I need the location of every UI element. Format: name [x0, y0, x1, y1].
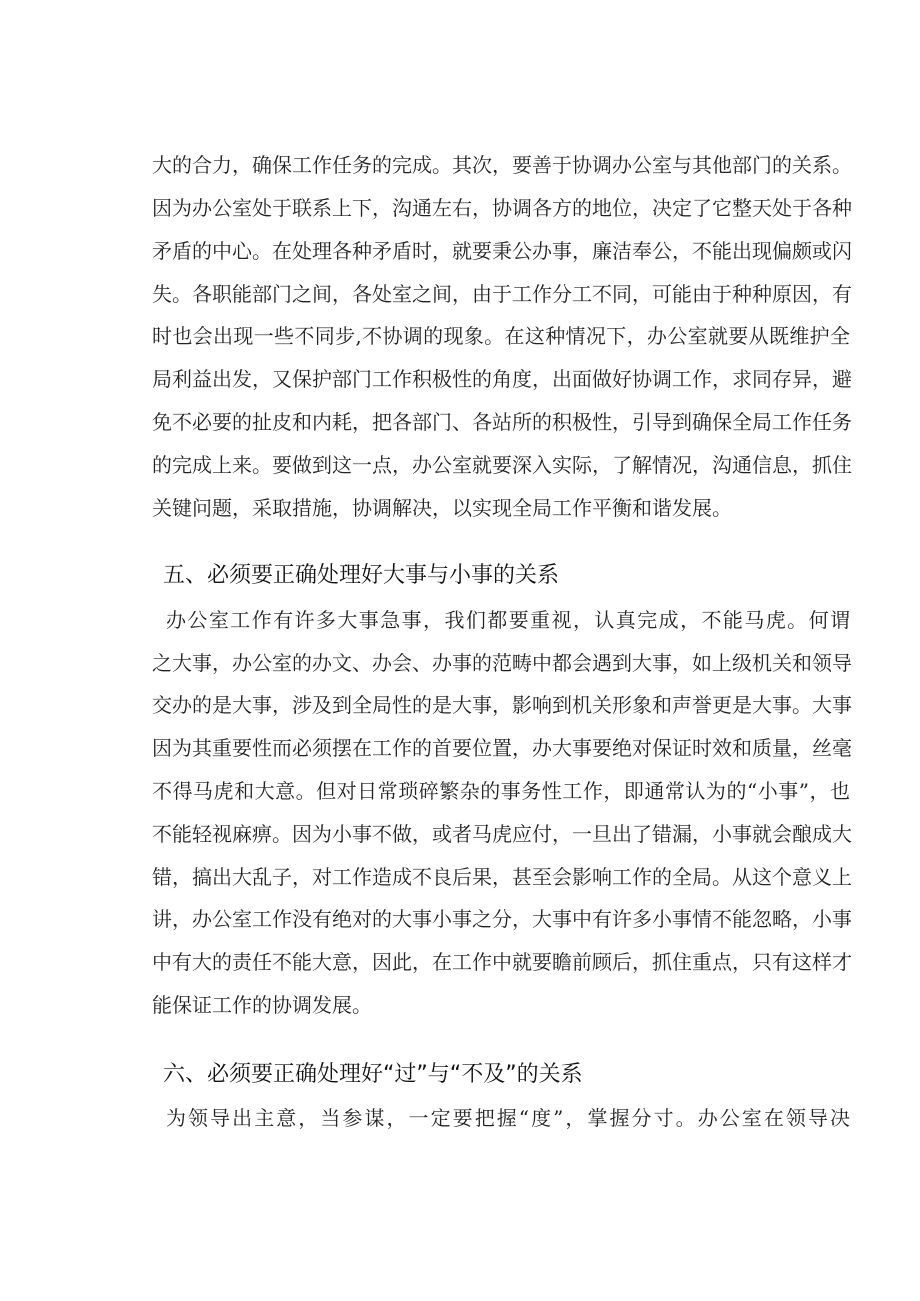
paragraph-line: 局利益出发，又保护部门工作积极性的角度，出面做好协调工作，求同存异，避: [152, 367, 852, 391]
paragraph-line: 不得马虎和大意。但对日常琐碎繁杂的事务性工作，即通常认为的“小事”，也: [152, 779, 850, 803]
paragraph-line: 关键问题，采取措施，协调解决，以实现全局工作平衡和谐发展。: [152, 496, 732, 520]
paragraph-line: 失。各职能部门之间，各处室之间，由于工作分工不同，可能由于种种原因，有: [152, 282, 852, 306]
paragraph-line: 矛盾的中心。在处理各种矛盾时，就要秉公办事，廉洁奉公，不能出现偏颇或闪: [152, 239, 852, 263]
paragraph-line: 讲，办公室工作没有绝对的大事小事之分，大事中有许多小事情不能忽略，小事: [152, 907, 852, 931]
paragraph-line: 不能轻视麻痹。因为小事不做，或者马虎应付，一旦出了错漏，小事就会酿成大: [152, 822, 852, 846]
paragraph-line: 能保证工作的协调发展。: [152, 993, 372, 1017]
section-heading-6: 六、必须要正确处理好“过”与“不及”的关系: [163, 1062, 583, 1087]
paragraph-line: 的完成上来。要做到这一点，办公室就要深入实际，了解情况，沟通信息，抓住: [152, 453, 852, 477]
paragraph-line: 办公室工作有许多大事急事，我们都要重视，认真完成，不能马虎。何谓: [166, 608, 850, 632]
section-heading-5: 五、必须要正确处理好大事与小事的关系: [163, 563, 560, 588]
paragraph-line: 时也会出现一些不同步,不协调的现象。在这种情况下，办公室就要从既维护全: [152, 324, 850, 348]
paragraph-line: 因为其重要性而必须摆在工作的首要位置，办大事要绝对保证时效和质量，丝毫: [152, 736, 852, 760]
paragraph-line: 免不必要的扯皮和内耗，把各部门、各站所的积极性，引导到确保全局工作任务: [152, 410, 852, 434]
paragraph-line: 为领导出主意，当参谋，一定要把握“度”，掌握分寸。办公室在领导决: [166, 1106, 850, 1130]
paragraph-line: 之大事，办公室的办文、办会、办事的范畴中都会遇到大事，如上级机关和领导: [152, 651, 852, 675]
paragraph-line: 交办的是大事，涉及到全局性的是大事，影响到机关形象和声誉更是大事。大事: [152, 693, 852, 717]
paragraph-line: 错，搞出大乱子，对工作造成不良后果，甚至会影响工作的全局。从这个意义上: [152, 865, 852, 889]
paragraph-line: 因为办公室处于联系上下，沟通左右，协调各方的地位，决定了它整天处于各种: [152, 196, 852, 220]
paragraph-line: 大的合力，确保工作任务的完成。其次，要善于协调办公室与其他部门的关系。: [152, 153, 852, 177]
paragraph-line: 中有大的责任不能大意，因此，在工作中就要瞻前顾后，抓住重点，只有这样才: [152, 950, 852, 974]
